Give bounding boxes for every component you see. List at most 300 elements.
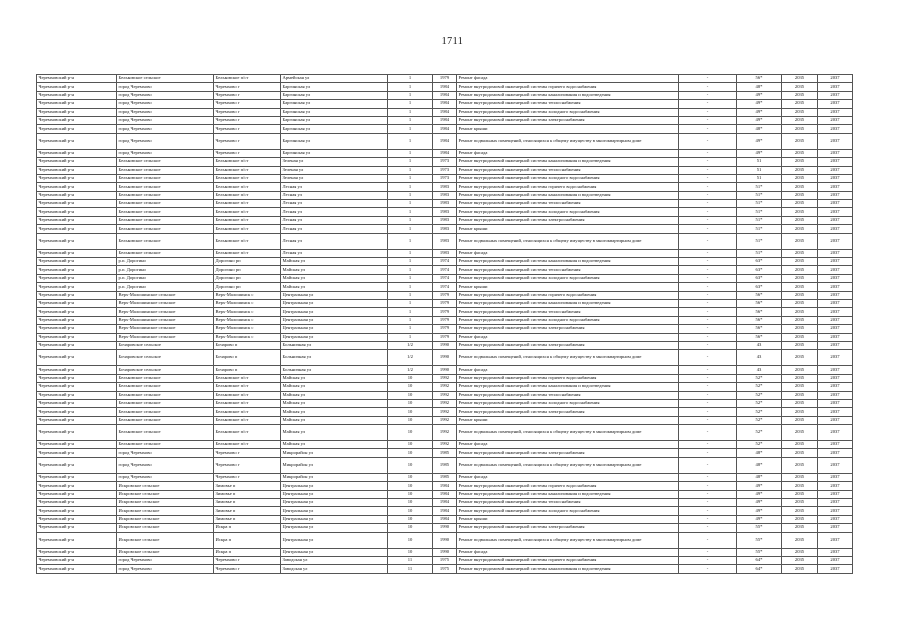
- age-cell: 52*: [737, 441, 782, 449]
- end-year-cell: 2037: [818, 391, 853, 399]
- work-type-cell: Ремонт внутридомовой инженерной системы электроснабжения: [457, 116, 679, 124]
- age-cell: 51: [737, 166, 782, 174]
- work-type-cell: Ремонт внутридомовой инженерной системы теплоснабжения: [457, 100, 679, 108]
- municipality-cell: Искровское сельское: [117, 482, 214, 490]
- dash-cell: -: [679, 341, 737, 349]
- district-cell: Черемховский р-н: [37, 200, 117, 208]
- municipality-cell: Верх-Малошинское сельское: [117, 299, 214, 307]
- municipality-cell: р.п. Дорогино: [117, 283, 214, 291]
- page-number: 1711: [441, 36, 464, 47]
- settlement-cell: Бельковское п/ст: [214, 441, 281, 449]
- build-year-cell: 1984: [433, 515, 457, 523]
- start-year-cell: 2035: [782, 341, 818, 349]
- municipality-cell: город Черемхово: [117, 116, 214, 124]
- work-type-cell: Ремонт подвальных помещений, относящихся к общему имуществу в многоквартирном доме: [457, 457, 679, 473]
- district-cell: Черемховский р-н: [37, 383, 117, 391]
- house-number-cell: 1: [388, 83, 433, 91]
- street-cell: Баргинская ул: [281, 108, 388, 116]
- dash-cell: -: [679, 473, 737, 481]
- municipality-cell: Бельковское сельское: [117, 75, 214, 83]
- work-type-cell: Ремонт внутридомовой инженерной системы теплоснабжения: [457, 391, 679, 399]
- end-year-cell: 2037: [818, 100, 853, 108]
- work-type-cell: Ремонт крыши: [457, 416, 679, 424]
- age-cell: 56*: [737, 325, 782, 333]
- age-cell: 49*: [737, 108, 782, 116]
- end-year-cell: 2037: [818, 425, 853, 441]
- age-cell: 43: [737, 366, 782, 374]
- settlement-cell: Искра п: [214, 524, 281, 532]
- district-cell: Черемховский р-н: [37, 149, 117, 157]
- district-cell: Черемховский р-н: [37, 548, 117, 556]
- table-row: [37, 548, 853, 556]
- municipality-cell: город Черемхово: [117, 133, 214, 149]
- street-cell: Лесная ул: [281, 183, 388, 191]
- district-cell: Черемховский р-н: [37, 299, 117, 307]
- district-cell: Черемховский р-н: [37, 524, 117, 532]
- end-year-cell: 2037: [818, 441, 853, 449]
- build-year-cell: 1984: [433, 83, 457, 91]
- end-year-cell: 2037: [818, 515, 853, 523]
- table-row: [37, 166, 853, 174]
- work-type-cell: Ремонт внутридомовой инженерной системы холодного водоснабжения: [457, 399, 679, 407]
- table-row: [37, 283, 853, 291]
- end-year-cell: 2037: [818, 333, 853, 341]
- end-year-cell: 2037: [818, 191, 853, 199]
- municipality-cell: город Черемхово: [117, 565, 214, 573]
- build-year-cell: 1990: [433, 548, 457, 556]
- district-cell: Черемховский р-н: [37, 100, 117, 108]
- district-cell: Черемховский р-н: [37, 158, 117, 166]
- build-year-cell: 1974: [433, 266, 457, 274]
- table-row: [37, 366, 853, 374]
- start-year-cell: 2035: [782, 515, 818, 523]
- build-year-cell: 1984: [433, 116, 457, 124]
- street-cell: Больничная ул: [281, 366, 388, 374]
- age-cell: 49*: [737, 482, 782, 490]
- district-cell: Черемховский р-н: [37, 507, 117, 515]
- municipality-cell: Бельковское сельское: [117, 416, 214, 424]
- build-year-cell: 1990: [433, 532, 457, 548]
- age-cell: 63*: [737, 258, 782, 266]
- build-year-cell: 1985: [433, 449, 457, 457]
- street-cell: Центральная ул: [281, 308, 388, 316]
- street-cell: Центральная ул: [281, 499, 388, 507]
- house-number-cell: 1: [388, 308, 433, 316]
- age-cell: 52*: [737, 399, 782, 407]
- table-row: [37, 499, 853, 507]
- settlement-cell: Верх-Малошинск с: [214, 325, 281, 333]
- street-cell: Баргинская ул: [281, 91, 388, 99]
- age-cell: 55*: [737, 548, 782, 556]
- work-type-cell: Ремонт внутридомовой инженерной системы теплоснабжения: [457, 200, 679, 208]
- house-number-cell: 10: [388, 441, 433, 449]
- start-year-cell: 2035: [782, 116, 818, 124]
- build-year-cell: 1974: [433, 274, 457, 282]
- work-type-cell: Ремонт внутридомовой инженерной системы электроснабжения: [457, 449, 679, 457]
- work-type-cell: Ремонт фасада: [457, 366, 679, 374]
- build-year-cell: 1984: [433, 133, 457, 149]
- end-year-cell: 2037: [818, 299, 853, 307]
- settlement-cell: Верх-Малошинск с: [214, 308, 281, 316]
- build-year-cell: 1984: [433, 490, 457, 498]
- municipality-cell: Верх-Малошинское сельское: [117, 333, 214, 341]
- district-cell: Черемховский р-н: [37, 408, 117, 416]
- build-year-cell: 1984: [433, 149, 457, 157]
- district-cell: Черемховский р-н: [37, 449, 117, 457]
- settlement-cell: Бельковское п/ст: [214, 374, 281, 382]
- table-row: [37, 556, 853, 564]
- house-number-cell: 10: [388, 490, 433, 498]
- work-type-cell: Ремонт фасада: [457, 441, 679, 449]
- age-cell: 52*: [737, 425, 782, 441]
- work-type-cell: Ремонт внутридомовой инженерной системы канализования и водоотведения: [457, 91, 679, 99]
- settlement-cell: Верх-Малошинск с: [214, 316, 281, 324]
- build-year-cell: 1984: [433, 507, 457, 515]
- age-cell: 49*: [737, 91, 782, 99]
- dash-cell: -: [679, 556, 737, 564]
- house-number-cell: 10: [388, 482, 433, 490]
- district-cell: Черемховский р-н: [37, 333, 117, 341]
- dash-cell: -: [679, 75, 737, 83]
- municipality-cell: Бельковское сельское: [117, 249, 214, 257]
- street-cell: Майская ул: [281, 274, 388, 282]
- dash-cell: -: [679, 216, 737, 224]
- street-cell: Майская ул: [281, 266, 388, 274]
- municipality-cell: Искровское сельское: [117, 507, 214, 515]
- dash-cell: -: [679, 333, 737, 341]
- house-number-cell: 10: [388, 408, 433, 416]
- end-year-cell: 2037: [818, 258, 853, 266]
- table-row: [37, 208, 853, 216]
- house-number-cell: 1: [388, 291, 433, 299]
- district-cell: Черемховский р-н: [37, 216, 117, 224]
- end-year-cell: 2037: [818, 225, 853, 233]
- work-type-cell: Ремонт подвальных помещений, относящихся к общему имуществу в многоквартирном доме: [457, 133, 679, 149]
- municipality-cell: Бочаровское сельское: [117, 350, 214, 366]
- dash-cell: -: [679, 548, 737, 556]
- district-cell: Черемховский р-н: [37, 366, 117, 374]
- build-year-cell: 1983: [433, 191, 457, 199]
- start-year-cell: 2035: [782, 225, 818, 233]
- work-type-cell: Ремонт внутридомовой инженерной системы теплоснабжения: [457, 308, 679, 316]
- age-cell: 52*: [737, 408, 782, 416]
- start-year-cell: 2035: [782, 565, 818, 573]
- settlement-cell: Бельковское п/ст: [214, 166, 281, 174]
- build-year-cell: 1973: [433, 174, 457, 182]
- district-cell: Черемховский р-н: [37, 266, 117, 274]
- table-body: [37, 75, 853, 574]
- build-year-cell: 1979: [433, 308, 457, 316]
- dash-cell: -: [679, 174, 737, 182]
- district-cell: Черемховский р-н: [37, 166, 117, 174]
- dash-cell: -: [679, 200, 737, 208]
- age-cell: 51: [737, 174, 782, 182]
- settlement-cell: Бельковское п/ст: [214, 416, 281, 424]
- district-cell: Черемховский р-н: [37, 274, 117, 282]
- dash-cell: -: [679, 416, 737, 424]
- street-cell: Центральная ул: [281, 524, 388, 532]
- work-type-cell: Ремонт фасада: [457, 75, 679, 83]
- municipality-cell: р.п. Дорогино: [117, 274, 214, 282]
- table-row: [37, 108, 853, 116]
- municipality-cell: Верх-Малошинское сельское: [117, 316, 214, 324]
- end-year-cell: 2037: [818, 565, 853, 573]
- table-row: [37, 308, 853, 316]
- work-type-cell: Ремонт внутридомовой инженерной системы канализования и водоотведения: [457, 258, 679, 266]
- table-row: [37, 225, 853, 233]
- age-cell: 63*: [737, 266, 782, 274]
- street-cell: Лесная ул: [281, 249, 388, 257]
- table-row: [37, 325, 853, 333]
- municipality-cell: город Черемхово: [117, 556, 214, 564]
- table-row: [37, 532, 853, 548]
- end-year-cell: 2037: [818, 507, 853, 515]
- settlement-cell: Бельковское п/ст: [214, 225, 281, 233]
- end-year-cell: 2037: [818, 291, 853, 299]
- start-year-cell: 2035: [782, 441, 818, 449]
- end-year-cell: 2037: [818, 174, 853, 182]
- dash-cell: -: [679, 482, 737, 490]
- settlement-cell: Черемхово г: [214, 565, 281, 573]
- end-year-cell: 2037: [818, 166, 853, 174]
- settlement-cell: Черемхово г: [214, 473, 281, 481]
- end-year-cell: 2037: [818, 200, 853, 208]
- dash-cell: -: [679, 83, 737, 91]
- build-year-cell: 1985: [433, 473, 457, 481]
- start-year-cell: 2035: [782, 208, 818, 216]
- house-number-cell: 10: [388, 548, 433, 556]
- district-cell: Черемховский р-н: [37, 457, 117, 473]
- age-cell: 63*: [737, 274, 782, 282]
- house-number-cell: 1: [388, 100, 433, 108]
- street-cell: Лесная ул: [281, 233, 388, 249]
- municipality-cell: Бельковское сельское: [117, 174, 214, 182]
- end-year-cell: 2037: [818, 316, 853, 324]
- street-cell: Микрорайон ул: [281, 449, 388, 457]
- settlement-cell: Дорогино рп: [214, 258, 281, 266]
- build-year-cell: 1983: [433, 216, 457, 224]
- street-cell: Больничная ул: [281, 350, 388, 366]
- house-number-cell: 1/2: [388, 341, 433, 349]
- end-year-cell: 2037: [818, 490, 853, 498]
- age-cell: 43: [737, 341, 782, 349]
- capital-repair-register-table: [36, 74, 853, 574]
- age-cell: 51: [737, 158, 782, 166]
- municipality-cell: р.п. Дорогино: [117, 258, 214, 266]
- settlement-cell: Черемхово г: [214, 449, 281, 457]
- end-year-cell: 2037: [818, 556, 853, 564]
- work-type-cell: Ремонт подвальных помещений, относящихся к общему имуществу в многоквартирном доме: [457, 350, 679, 366]
- age-cell: 49*: [737, 490, 782, 498]
- house-number-cell: 10: [388, 383, 433, 391]
- table-row: [37, 158, 853, 166]
- street-cell: Микрорайон ул: [281, 457, 388, 473]
- start-year-cell: 2035: [782, 416, 818, 424]
- street-cell: Центральная ул: [281, 299, 388, 307]
- house-number-cell: 1: [388, 283, 433, 291]
- street-cell: Центральная ул: [281, 548, 388, 556]
- end-year-cell: 2037: [818, 325, 853, 333]
- end-year-cell: 2037: [818, 274, 853, 282]
- street-cell: Майская ул: [281, 416, 388, 424]
- work-type-cell: Ремонт внутридомовой инженерной системы горячего водоснабжения: [457, 291, 679, 299]
- age-cell: 56*: [737, 308, 782, 316]
- municipality-cell: город Черемхово: [117, 91, 214, 99]
- house-number-cell: 10: [388, 532, 433, 548]
- settlement-cell: Дорогино рп: [214, 274, 281, 282]
- district-cell: Черемховский р-н: [37, 75, 117, 83]
- end-year-cell: 2037: [818, 149, 853, 157]
- settlement-cell: Черемхово г: [214, 149, 281, 157]
- build-year-cell: 1979: [433, 316, 457, 324]
- settlement-cell: Бельковское п/ст: [214, 208, 281, 216]
- house-number-cell: 1: [388, 149, 433, 157]
- district-cell: Черемховский р-н: [37, 308, 117, 316]
- end-year-cell: 2037: [818, 449, 853, 457]
- work-type-cell: Ремонт внутридомовой инженерной системы теплоснабжения: [457, 499, 679, 507]
- street-cell: Лесная ул: [281, 225, 388, 233]
- work-type-cell: Ремонт внутридомовой инженерной системы канализования и водоотведения: [457, 490, 679, 498]
- end-year-cell: 2037: [818, 83, 853, 91]
- start-year-cell: 2035: [782, 457, 818, 473]
- start-year-cell: 2035: [782, 333, 818, 341]
- dash-cell: -: [679, 515, 737, 523]
- street-cell: Больничная ул: [281, 341, 388, 349]
- start-year-cell: 2035: [782, 391, 818, 399]
- street-cell: Майская ул: [281, 283, 388, 291]
- start-year-cell: 2035: [782, 133, 818, 149]
- table-row: [37, 391, 853, 399]
- municipality-cell: Бельковское сельское: [117, 183, 214, 191]
- house-number-cell: 1/2: [388, 350, 433, 366]
- build-year-cell: 1984: [433, 100, 457, 108]
- settlement-cell: Черемхово г: [214, 556, 281, 564]
- build-year-cell: 1992: [433, 399, 457, 407]
- house-number-cell: 1: [388, 249, 433, 257]
- table-row: [37, 416, 853, 424]
- build-year-cell: 1974: [433, 258, 457, 266]
- settlement-cell: Черемхово г: [214, 83, 281, 91]
- work-type-cell: Ремонт внутридомовой инженерной системы теплоснабжения: [457, 266, 679, 274]
- dash-cell: -: [679, 325, 737, 333]
- street-cell: Микрорайон ул: [281, 473, 388, 481]
- district-cell: Черемховский р-н: [37, 225, 117, 233]
- end-year-cell: 2037: [818, 482, 853, 490]
- work-type-cell: Ремонт фасада: [457, 473, 679, 481]
- house-number-cell: 1: [388, 225, 433, 233]
- end-year-cell: 2037: [818, 233, 853, 249]
- street-cell: Центральная ул: [281, 316, 388, 324]
- end-year-cell: 2037: [818, 91, 853, 99]
- settlement-cell: Черемхово г: [214, 108, 281, 116]
- municipality-cell: город Черемхово: [117, 149, 214, 157]
- settlement-cell: Искра п: [214, 532, 281, 548]
- municipality-cell: Бельковское сельское: [117, 191, 214, 199]
- street-cell: Баргинская ул: [281, 116, 388, 124]
- dash-cell: -: [679, 116, 737, 124]
- street-cell: Заводская ул: [281, 556, 388, 564]
- table-row: [37, 408, 853, 416]
- start-year-cell: 2035: [782, 399, 818, 407]
- end-year-cell: 2037: [818, 216, 853, 224]
- settlement-cell: Зимовье п: [214, 499, 281, 507]
- settlement-cell: Черемхово г: [214, 125, 281, 133]
- start-year-cell: 2035: [782, 425, 818, 441]
- house-number-cell: 1: [388, 316, 433, 324]
- end-year-cell: 2037: [818, 266, 853, 274]
- build-year-cell: 1979: [433, 333, 457, 341]
- table-row: [37, 515, 853, 523]
- dash-cell: -: [679, 499, 737, 507]
- work-type-cell: Ремонт внутридомовой инженерной системы канализования и водоотведения: [457, 565, 679, 573]
- end-year-cell: 2037: [818, 524, 853, 532]
- start-year-cell: 2035: [782, 166, 818, 174]
- dash-cell: -: [679, 366, 737, 374]
- municipality-cell: Бельковское сельское: [117, 383, 214, 391]
- work-type-cell: Ремонт внутридомовой инженерной системы теплоснабжения: [457, 166, 679, 174]
- build-year-cell: 1984: [433, 108, 457, 116]
- street-cell: Лесная ул: [281, 216, 388, 224]
- age-cell: 51*: [737, 249, 782, 257]
- settlement-cell: Бельковское п/ст: [214, 216, 281, 224]
- end-year-cell: 2037: [818, 399, 853, 407]
- start-year-cell: 2035: [782, 499, 818, 507]
- district-cell: Черемховский р-н: [37, 556, 117, 564]
- street-cell: Майская ул: [281, 391, 388, 399]
- street-cell: Армейская ул: [281, 75, 388, 83]
- table-row: [37, 200, 853, 208]
- house-number-cell: 11: [388, 565, 433, 573]
- municipality-cell: город Черемхово: [117, 100, 214, 108]
- end-year-cell: 2037: [818, 499, 853, 507]
- dash-cell: -: [679, 308, 737, 316]
- start-year-cell: 2035: [782, 100, 818, 108]
- house-number-cell: 10: [388, 515, 433, 523]
- district-cell: Черемховский р-н: [37, 291, 117, 299]
- settlement-cell: Бельковское п/ст: [214, 158, 281, 166]
- work-type-cell: Ремонт крыши: [457, 515, 679, 523]
- settlement-cell: Бочарово п: [214, 341, 281, 349]
- work-type-cell: Ремонт внутридомовой инженерной системы электроснабжения: [457, 408, 679, 416]
- age-cell: 48*: [737, 457, 782, 473]
- work-type-cell: Ремонт фасада: [457, 249, 679, 257]
- district-cell: Черемховский р-н: [37, 391, 117, 399]
- start-year-cell: 2035: [782, 316, 818, 324]
- district-cell: Черемховский р-н: [37, 374, 117, 382]
- build-year-cell: 1983: [433, 200, 457, 208]
- municipality-cell: город Черемхово: [117, 125, 214, 133]
- age-cell: 56*: [737, 299, 782, 307]
- build-year-cell: 1979: [433, 291, 457, 299]
- municipality-cell: Бельковское сельское: [117, 216, 214, 224]
- end-year-cell: 2037: [818, 249, 853, 257]
- end-year-cell: 2037: [818, 308, 853, 316]
- build-year-cell: 1983: [433, 208, 457, 216]
- dash-cell: -: [679, 441, 737, 449]
- work-type-cell: Ремонт фасада: [457, 149, 679, 157]
- municipality-cell: город Черемхово: [117, 108, 214, 116]
- work-type-cell: Ремонт внутридомовой инженерной системы холодного водоснабжения: [457, 316, 679, 324]
- dash-cell: -: [679, 532, 737, 548]
- start-year-cell: 2035: [782, 366, 818, 374]
- settlement-cell: Бельковское п/ст: [214, 174, 281, 182]
- table-row: [37, 174, 853, 182]
- dash-cell: -: [679, 274, 737, 282]
- municipality-cell: Искровское сельское: [117, 499, 214, 507]
- municipality-cell: Бельковское сельское: [117, 399, 214, 407]
- start-year-cell: 2035: [782, 83, 818, 91]
- house-number-cell: 10: [388, 425, 433, 441]
